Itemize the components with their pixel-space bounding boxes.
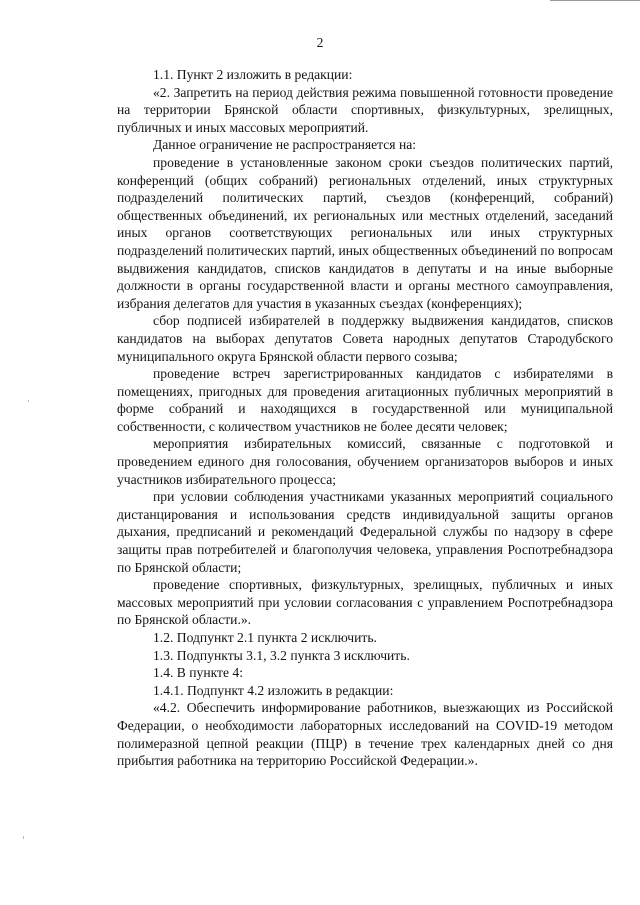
paragraph: 1.4. В пункте 4: [153, 665, 243, 681]
paragraph: мероприятия избирательных комиссий, связанные с подготовкой и проведением единого дня голосования, обучением организаторов выборов и иных участников избирательного процесса; [117, 436, 613, 487]
paragraph: Данное ограничение не распространяется на: [153, 137, 417, 153]
paragraph: сбор подписей избирателей в поддержку выдвижения кандидатов, списков кандидатов на выборах депутатов Совета народных депутатов Стародубского муниципального округа Брянской области первого созыва; [117, 313, 613, 364]
paragraph: 1.4.1. Подпункт 4.2 изложить в редакции: [153, 682, 394, 698]
paragraph: проведение встреч зарегистрированных кандидатов с избирателями в помещениях, пригодных для проведения агитационных публичных мероприятий в форме собраний и находящихся в государственной или муниципальной собственности, с количеством участников не более десяти человек; [117, 366, 613, 434]
paragraph: «4.2. Обеспечить информирование работников, выезжающих из Российской Федерации, о необходимости лабораторных исследований на COVID-19 методом полимеразной цепной реакции (ПЦР) в течение трех календарных дней со дня прибытия работника на территорию Российской Федерации.». [117, 700, 613, 769]
scan-artifact [23, 836, 24, 839]
document-body [117, 66, 613, 770]
paragraph: 1.3. Подпункты 3.1, 3.2 пункта 3 исключить. [153, 647, 410, 663]
paragraph: 1.1. Пункт 2 изложить в редакции: [153, 67, 353, 82]
paragraph: проведение спортивных, физкультурных, зрелищных, публичных и иных массовых мероприятий при условии согласования с управлением Роспотребнадзора по Брянской области.». [117, 577, 613, 628]
page-number: 2 [316, 35, 324, 50]
paragraph: проведение в установленные законом сроки съездов политических партий, конференций (общих собраний) региональных отделений, иных структурных подразделений политических партий, съездов (конференций, собраний) общественных объединений, их региональных или местных отделений, заседаний иных органов соответствующих региональных или иных структурных подразделений политических партий, иных общественных объединений по вопросам выдвижения кандидатов, списков кандидатов в депутаты и на иные выборные должности в органы государственной власти и органы местного самоуправления, избрания делегатов для участия в указанных съездах (конференциях); [117, 154, 613, 311]
paragraph: при условии соблюдения участниками указанных мероприятий социального дистанцирования и использования средств индивидуальной защиты органов дыхания, предписаний и рекомендаций Федеральной службы по надзору в сфере защиты прав потребителей и благополучия человека, управления Роспотребнадзора по Брянской области; [117, 489, 613, 575]
paragraph: «2. Запретить на период действия режима повышенной готовности проведение на территории Брянской области спортивных, физкультурных, зрелищных, публичных и иных массовых мероприятий. [117, 84, 613, 135]
scan-artifact [28, 400, 29, 402]
scan-edge-line [550, 0, 640, 1]
paragraph: 1.2. Подпункт 2.1 пункта 2 исключить. [153, 630, 377, 645]
